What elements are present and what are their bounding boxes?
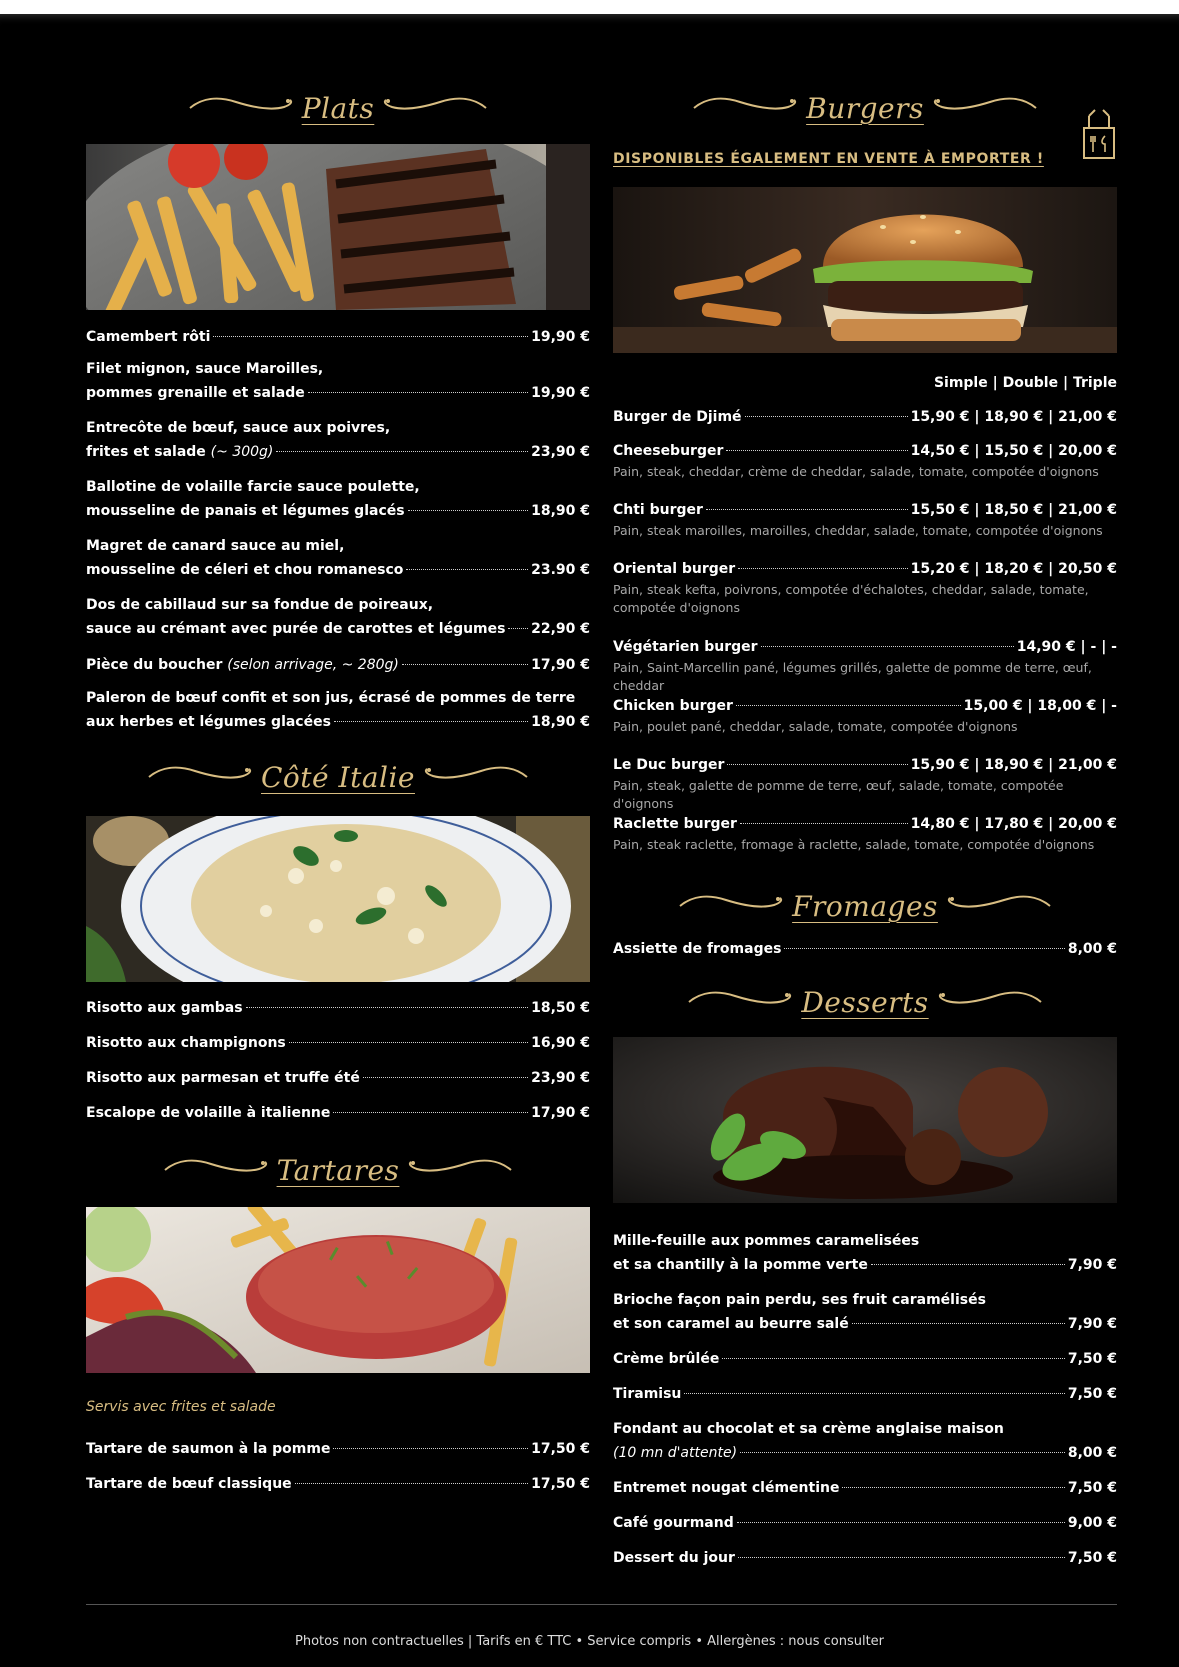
item-line [613, 1476, 1117, 1500]
item-line [613, 1546, 1117, 1570]
item-line [613, 1511, 1117, 1535]
dot-leader [726, 450, 907, 451]
item-line [86, 710, 590, 734]
section-title-burgers: Burgers [806, 91, 924, 125]
dot-leader [784, 948, 1064, 949]
chocolate-fondant-photo [613, 1037, 1117, 1203]
menu-item [86, 534, 590, 582]
dot-leader [213, 336, 528, 337]
menu-item [613, 1288, 1117, 1336]
item-price: 7,50 € [1067, 1351, 1117, 1367]
dot-leader [842, 1487, 1064, 1488]
ornament-right-icon [944, 893, 1052, 919]
item-line [613, 1441, 1117, 1465]
ornament-left-icon [188, 95, 296, 121]
item-line [613, 635, 1117, 659]
item-name: Camembert rôti [86, 329, 211, 345]
item-line [613, 694, 1117, 718]
menu-item [613, 812, 1117, 854]
dot-leader [363, 1077, 528, 1078]
item-name: pommes grenaille et salade [86, 385, 305, 401]
ornament-right-icon [421, 764, 529, 790]
item-price: 7,50 € [1067, 1550, 1117, 1566]
section-header-plats [86, 88, 590, 128]
dot-leader [276, 451, 528, 452]
dot-leader [722, 1358, 1065, 1359]
item-line [86, 1101, 590, 1125]
item-name: Tiramisu [613, 1386, 682, 1402]
footer-text: Photos non contractuelles | Tarifs en € TTC • Service compris • Allergènes : nous consulter [294, 1634, 885, 1649]
item-price: 18,90 € [531, 714, 590, 730]
menu-item [86, 1031, 590, 1055]
item-name: Tartare de saumon à la pomme [86, 1441, 331, 1457]
ornament-right-icon [930, 95, 1038, 121]
steak-frites-photo [86, 144, 590, 310]
item-price: 22,90 € [531, 621, 590, 637]
item-line [86, 325, 590, 349]
item-name: Risotto aux gambas [86, 1000, 243, 1016]
item-price: 19,90 € [531, 329, 590, 345]
item-price: 7,90 € [1067, 1257, 1117, 1273]
ornament-right-icon [935, 989, 1043, 1015]
dot-leader [871, 1264, 1065, 1265]
item-line [86, 1472, 590, 1496]
item-name: Brioche façon pain perdu, ses fruit caramélisés [613, 1292, 986, 1308]
steak-tartare-photo [86, 1207, 590, 1373]
item-price: 18,90 € [531, 503, 590, 519]
item-line [613, 1382, 1117, 1406]
ornament-left-icon [147, 764, 255, 790]
item-line [613, 937, 1117, 961]
item-name: Paleron de bœuf confit et son jus, écrasé de pommes de terre [86, 690, 576, 706]
item-name: mousseline de panais et légumes glacés [86, 503, 405, 519]
item-description: Pain, steak, cheddar, crème de cheddar, salade, tomate, compotée d'oignons [613, 464, 1099, 479]
item-price: 23,90 € [531, 1070, 590, 1086]
section-header-desserts [613, 982, 1117, 1022]
menu-page [0, 14, 1179, 1667]
item-line [613, 1417, 1117, 1441]
menu-item [86, 593, 590, 641]
item-name: Le Duc burger [613, 757, 725, 773]
dot-leader [852, 1323, 1065, 1324]
item-name: Burger de Djimé [613, 409, 742, 425]
item-name: et sa chantilly à la pomme verte [613, 1257, 868, 1273]
menu-item [613, 1546, 1117, 1570]
item-price: 17,90 € [531, 1105, 590, 1121]
item-name: Assiette de fromages [613, 941, 782, 957]
item-name: Dos de cabillaud sur sa fondue de poireaux, [86, 597, 434, 613]
ornament-left-icon [163, 1157, 271, 1183]
item-line [86, 1031, 590, 1055]
menu-item [86, 416, 590, 464]
item-description: Pain, poulet pané, cheddar, salade, tomate, compotée d'oignons [613, 719, 1018, 734]
item-name: Pièce du boucher [86, 657, 223, 673]
item-description: Pain, Saint-Marcellin pané, légumes grillés, galette de pomme de terre, œuf, cheddar [613, 660, 1092, 693]
menu-item [86, 475, 590, 523]
item-name: Escalope de volaille à italienne [86, 1105, 331, 1121]
dot-leader [246, 1007, 529, 1008]
item-price: 9,00 € [1067, 1515, 1117, 1531]
item-line [613, 1229, 1117, 1253]
menu-item [613, 1347, 1117, 1371]
item-name: sauce au crémant avec purée de carottes et légumes [86, 621, 506, 637]
menu-item [613, 1417, 1117, 1465]
ornament-right-icon [380, 95, 488, 121]
item-line [613, 405, 1117, 429]
dot-leader [736, 705, 961, 706]
item-line [613, 1347, 1117, 1371]
item-price: 7,50 € [1067, 1480, 1117, 1496]
dot-leader [402, 664, 528, 665]
item-name: aux herbes et légumes glacées [86, 714, 331, 730]
item-name: Risotto aux champignons [86, 1035, 286, 1051]
menu-item [86, 653, 590, 677]
item-price: 17,50 € [531, 1476, 590, 1492]
dot-leader [740, 823, 908, 824]
section-header-fromages [613, 886, 1117, 926]
item-name: mousseline de céleri et chou romanesco [86, 562, 404, 578]
item-price: 15,90 € | 18,90 € | 21,00 € [910, 757, 1117, 773]
section-header-burgers [613, 88, 1117, 128]
menu-item [613, 635, 1117, 695]
item-price: 15,90 € | 18,90 € | 21,00 € [910, 409, 1117, 425]
item-price: 14,90 € | - | - [1016, 639, 1117, 655]
item-name: Raclette burger [613, 816, 737, 832]
dot-leader [334, 721, 528, 722]
item-line [613, 439, 1117, 463]
item-note: (~ 300g) [210, 444, 274, 460]
item-note: (10 mn d'attente) [613, 1445, 738, 1461]
dot-leader [333, 1112, 528, 1113]
item-name: Magret de canard sauce au miel, [86, 538, 345, 554]
menu-item [86, 1472, 590, 1496]
item-description: Pain, steak, galette de pomme de terre, œuf, salade, tomate, compotée d'oignons [613, 778, 1064, 811]
tartares-note: Servis avec frites et salade [86, 1399, 276, 1415]
item-price: 17,90 € [531, 657, 590, 673]
item-name: Café gourmand [613, 1515, 734, 1531]
item-price: 8,00 € [1067, 941, 1117, 957]
item-line [86, 381, 590, 405]
dot-leader [406, 569, 528, 570]
dot-leader [727, 764, 907, 765]
dot-leader [738, 1557, 1065, 1558]
item-line [613, 1312, 1117, 1336]
item-line [86, 357, 590, 381]
item-line [86, 534, 590, 558]
item-name: Dessert du jour [613, 1550, 735, 1566]
item-description: Pain, steak kefta, poivrons, compotée d'échalotes, cheddar, salade, tomate, compotée d'oignons [613, 582, 1089, 615]
dot-leader [308, 392, 528, 393]
item-name: Tartare de bœuf classique [86, 1476, 292, 1492]
item-name: Mille-feuille aux pommes caramelisées [613, 1233, 920, 1249]
item-name: Entremet nougat clémentine [613, 1480, 840, 1496]
takeaway-bag-icon [1081, 106, 1117, 162]
menu-item [613, 694, 1117, 736]
item-line [86, 416, 590, 440]
item-line [86, 1066, 590, 1090]
section-title-tartares: Tartares [276, 1153, 400, 1187]
menu-item [613, 405, 1117, 429]
dot-leader [761, 646, 1014, 647]
ornament-left-icon [687, 989, 795, 1015]
item-name: Chicken burger [613, 698, 733, 714]
item-price: 8,00 € [1067, 1445, 1117, 1461]
item-line [86, 1437, 590, 1461]
dot-leader [508, 628, 528, 629]
section-title-italie: Côté Italie [261, 760, 415, 794]
risotto-photo [86, 816, 590, 982]
item-price: 7,90 € [1067, 1316, 1117, 1332]
item-price: 14,50 € | 15,50 € | 20,00 € [910, 443, 1117, 459]
item-name: frites et salade [86, 444, 206, 460]
menu-item [613, 1382, 1117, 1406]
item-description: Pain, steak maroilles, maroilles, cheddar, salade, tomate, compotée d'oignons [613, 523, 1103, 538]
dot-leader [289, 1042, 528, 1043]
dot-leader [738, 568, 907, 569]
item-line [613, 498, 1117, 522]
item-line [86, 996, 590, 1020]
item-name: Cheeseburger [613, 443, 724, 459]
item-price: 14,80 € | 17,80 € | 20,00 € [910, 816, 1117, 832]
ornament-left-icon [678, 893, 786, 919]
item-description: Pain, steak raclette, fromage à raclette, salade, tomate, compotée d'oignons [613, 837, 1095, 852]
menu-item [613, 557, 1117, 617]
menu-item [613, 498, 1117, 540]
item-line [86, 558, 590, 582]
item-line [86, 686, 590, 710]
item-note: (selon arrivage, ~ 280g) [227, 657, 399, 673]
item-line [613, 1253, 1117, 1277]
item-price: 16,90 € [531, 1035, 590, 1051]
dot-leader [737, 1522, 1065, 1523]
menu-item [613, 1476, 1117, 1500]
item-name: Filet mignon, sauce Maroilles, [86, 361, 324, 377]
menu-item [86, 1101, 590, 1125]
menu-item [613, 1229, 1117, 1277]
dot-leader [684, 1393, 1064, 1394]
menu-item [613, 937, 1117, 961]
footer-divider [86, 1604, 1117, 1605]
item-name: Oriental burger [613, 561, 736, 577]
menu-item [613, 439, 1117, 481]
item-line [86, 617, 590, 641]
item-line [86, 593, 590, 617]
item-price: 15,00 € | 18,00 € | - [963, 698, 1117, 714]
item-name: et son caramel au beurre salé [613, 1316, 849, 1332]
item-name: Risotto aux parmesan et truffe été [86, 1070, 360, 1086]
item-name: Chti burger [613, 502, 703, 518]
dot-leader [408, 510, 529, 511]
ornament-left-icon [692, 95, 800, 121]
item-line [86, 475, 590, 499]
item-line [86, 499, 590, 523]
section-header-tartares [86, 1150, 590, 1190]
menu-item [86, 1437, 590, 1461]
dot-leader [295, 1483, 528, 1484]
dot-leader [706, 509, 908, 510]
item-price: 17,50 € [531, 1441, 590, 1457]
section-title-desserts: Desserts [801, 985, 929, 1019]
menu-item [613, 1511, 1117, 1535]
item-name: Ballotine de volaille farcie sauce poulette, [86, 479, 420, 495]
menu-item [86, 357, 590, 405]
item-line [86, 440, 590, 464]
burger-photo [613, 187, 1117, 353]
burger-sizes-header: Simple | Double | Triple [933, 375, 1117, 391]
menu-item [613, 753, 1117, 813]
item-line [613, 557, 1117, 581]
menu-item [86, 325, 590, 349]
dot-leader [745, 416, 908, 417]
item-name: Crème brûlée [613, 1351, 720, 1367]
takeaway-notice: DISPONIBLES ÉGALEMENT EN VENTE À EMPORTER ! [613, 151, 1044, 167]
dot-leader [740, 1452, 1065, 1453]
section-header-italie [86, 757, 590, 797]
item-price: 23.90 € [531, 562, 590, 578]
section-title-fromages: Fromages [792, 889, 938, 923]
menu-item [86, 1066, 590, 1090]
item-price: 15,50 € | 18,50 € | 21,00 € [910, 502, 1117, 518]
item-price: 23,90 € [531, 444, 590, 460]
menu-item [86, 686, 590, 734]
item-name: Entrecôte de bœuf, sauce aux poivres, [86, 420, 391, 436]
item-line [613, 812, 1117, 836]
dot-leader [333, 1448, 528, 1449]
item-price: 18,50 € [531, 1000, 590, 1016]
item-line [613, 753, 1117, 777]
item-line [613, 1288, 1117, 1312]
item-price: 7,50 € [1067, 1386, 1117, 1402]
item-name: Fondant au chocolat et sa crème anglaise maison [613, 1421, 1004, 1437]
menu-item [86, 996, 590, 1020]
section-title-plats: Plats [301, 91, 375, 125]
ornament-right-icon [405, 1157, 513, 1183]
item-line [86, 653, 590, 677]
item-name: Végétarien burger [613, 639, 758, 655]
item-price: 15,20 € | 18,20 € | 20,50 € [910, 561, 1117, 577]
item-price: 19,90 € [531, 385, 590, 401]
